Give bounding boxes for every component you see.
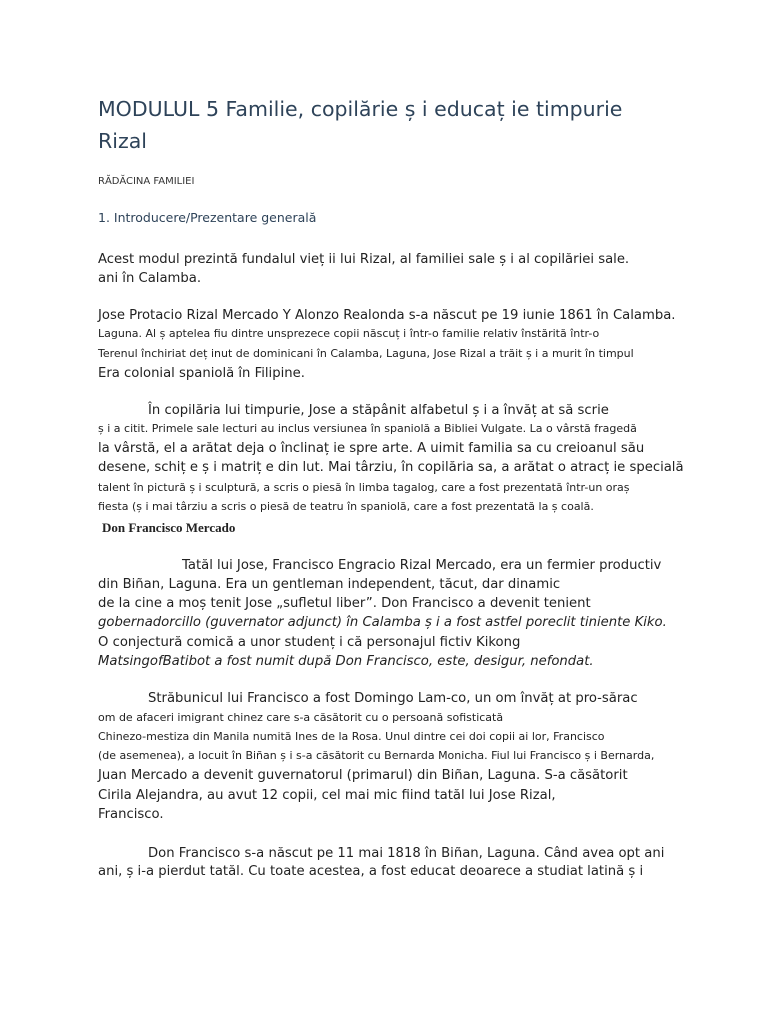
paragraph-5-line-6: Cirila Alejandra, au avut 12 copii, cel mai mic fiind tatăl lui Jose Rizal, <box>98 788 556 803</box>
paragraph-6-line-2: ani, ș i-a pierdut tatăl. Cu toate acestea, a fost educat deoarece a studiat latină ș i <box>98 864 644 879</box>
paragraph-2-line-2: Laguna. Al ș aptelea fiu dintre unsprezece copii născuț i într-o familie relativ înstărită într-o <box>98 327 600 340</box>
section-label: RĂDĂCINA FAMILIEI <box>98 176 195 187</box>
paragraph-5-line-2: om de afaceri imigrant chinez care s-a căsătorit cu o persoană sofisticată <box>98 711 504 724</box>
paragraph-2-line-4: Era colonial spaniolă în Filipine. <box>98 366 305 381</box>
paragraph-3-line-1: În copilăria lui timpurie, Jose a stăpânit alfabetul ș i a învăț at să scrie <box>148 403 609 418</box>
paragraph-5-line-1: Străbunicul lui Francisco a fost Domingo Lam-co, un om învăț at pro-sărac <box>148 691 638 706</box>
paragraph-1-line-2: ani în Calamba. <box>98 271 202 286</box>
paragraph-1-line-1: Acest modul prezintă fundalul vieț ii lui Rizal, al familiei sale ș i al copilăriei sale. <box>98 252 630 267</box>
paragraph-4-line-3: de la cine a moș tenit Jose „sufletul liber”. Don Francisco a devenit tenient <box>98 596 591 611</box>
paragraph-6-line-1: Don Francisco s-a născut pe 11 mai 1818 în Biñan, Laguna. Când avea opt ani <box>148 846 665 861</box>
paragraph-4-line-6: MatsingofBatibot a fost numit după Don Francisco, este, desigur, nefondat. <box>98 654 594 669</box>
paragraph-3-line-5: talent în pictură ș i sculptură, a scris o piesă în limba tagalog, care a fost prezentată într-un oraș <box>98 481 630 494</box>
paragraph-3-line-3: la vârstă, el a arătat deja o înclinaț ie spre arte. A uimit familia sa cu creioanul său <box>98 441 645 456</box>
paragraph-5-line-7: Francisco. <box>98 807 164 822</box>
paragraph-4-line-5: O conjectură comică a unor studenț i că personajul fictiv Kikong <box>98 635 521 650</box>
paragraph-5-line-3: Chinezo-mestiza din Manila numită Ines de la Rosa. Unul dintre cei doi copii ai lor, Francisco <box>98 730 605 743</box>
paragraph-4-line-2: din Biñan, Laguna. Era un gentleman independent, tăcut, dar dinamic <box>98 577 561 592</box>
paragraph-2-line-3: Terenul închiriat deț inut de dominicani în Calamba, Laguna, Jose Rizal a trăit ș i a murit în timpul <box>98 347 634 360</box>
paragraph-3-line-4: desene, schiț e ș i matriț e din lut. Mai târziu, în copilăria sa, a arătat o atracț ie specială <box>98 460 684 475</box>
paragraph-4-line-4: gobernadorcillo (guvernator adjunct) în Calamba ș i a fost astfel poreclit tiniente Kiko. <box>98 615 667 630</box>
paragraph-5-line-5: Juan Mercado a devenit guvernatorul (primarul) din Biñan, Laguna. S-a căsătorit <box>98 768 628 783</box>
section-heading: 1. Introducere/Prezentare generală <box>98 210 317 225</box>
subheading-don-francisco: Don Francisco Mercado <box>102 520 236 535</box>
paragraph-5-line-4: (de asemenea), a locuit în Biñan ș i s-a căsătorit cu Bernarda Monicha. Fiul lui Francisco ș i Bernarda, <box>98 749 655 762</box>
document-title-line-2: Rizal <box>98 129 147 153</box>
paragraph-3-line-6: fiesta (ș i mai târziu a scris o piesă de teatru în spaniolă, care a fost prezentată la ș coală. <box>98 500 594 513</box>
paragraph-2-line-1: Jose Protacio Rizal Mercado Y Alonzo Realonda s-a născut pe 19 iunie 1861 în Calamba. <box>98 308 676 323</box>
paragraph-4-line-1: Tatăl lui Jose, Francisco Engracio Rizal Mercado, era un fermier productiv <box>182 558 662 573</box>
paragraph-3-line-2: ș i a citit. Primele sale lecturi au inclus versiunea în spaniolă a Bibliei Vulgate. La o vârstă fragedă <box>98 422 637 435</box>
document-title-line-1: MODULUL 5 Familie, copilărie ș i educaț ie timpurie <box>98 97 623 121</box>
